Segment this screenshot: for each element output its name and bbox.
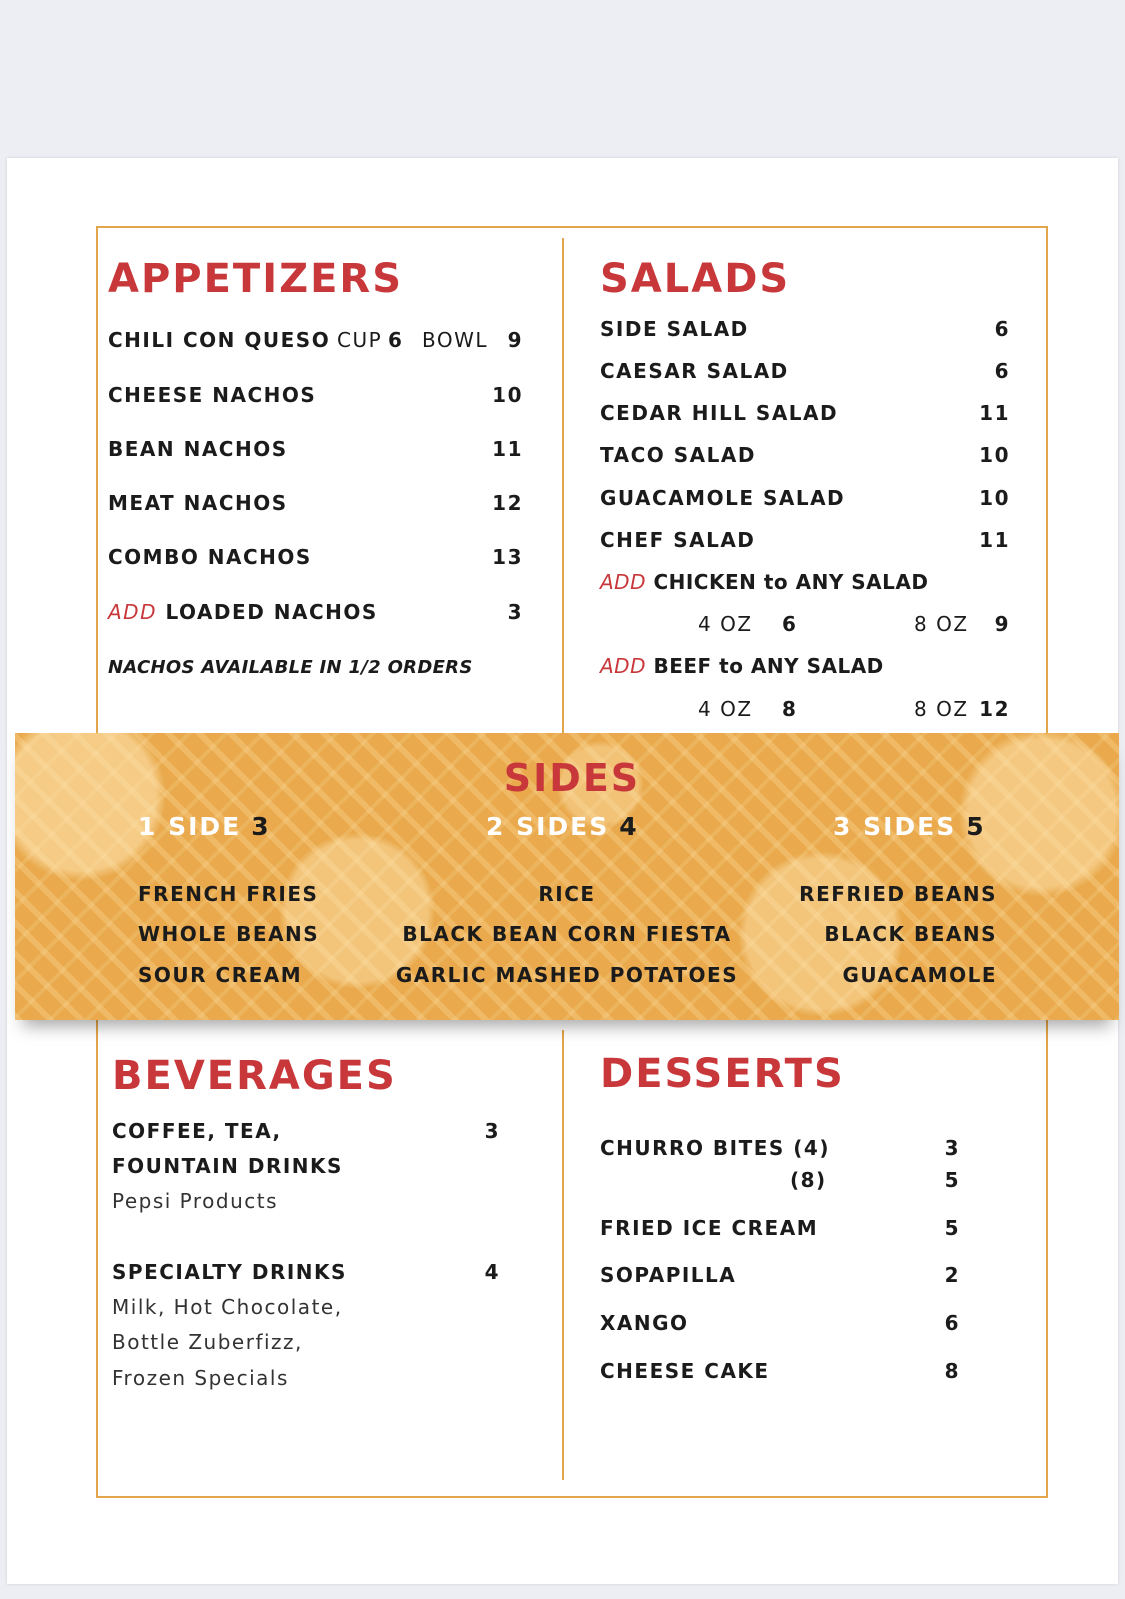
side-tier-price: 4 <box>619 812 639 841</box>
chicken-8oz-label: 8 OZ <box>914 612 969 636</box>
menu-item-name: XANGO <box>600 1311 689 1335</box>
menu-item-price: 11 <box>979 528 1010 552</box>
side-item: FRENCH FRIES <box>138 882 319 906</box>
side-tier-price: 5 <box>966 812 986 841</box>
loaded-nachos-price: 3 <box>507 600 523 624</box>
churro-price-8: 5 <box>944 1168 960 1192</box>
add-label: ADD <box>600 570 646 594</box>
coffee-price: 3 <box>484 1119 500 1143</box>
nachos-note: NACHOS AVAILABLE IN 1/2 ORDERS <box>108 657 473 678</box>
side-item: SOUR CREAM <box>138 963 303 987</box>
menu-item-price: 2 <box>944 1263 960 1287</box>
queso-bowl-label: BOWL <box>422 328 489 352</box>
menu-item-name: FRIED ICE CREAM <box>600 1216 819 1240</box>
menu-item-price: 6 <box>944 1311 960 1335</box>
menu-item-name: COMBO NACHOS <box>108 545 312 569</box>
add-chicken-text: CHICKEN to ANY SALAD <box>653 570 929 594</box>
divider-top <box>562 238 564 734</box>
coffee-line2: FOUNTAIN DRINKS <box>112 1154 343 1178</box>
menu-item-price: 11 <box>979 401 1010 425</box>
add-label: ADD <box>600 654 646 678</box>
beef-8oz-price: 12 <box>979 697 1010 721</box>
menu-item-price: 5 <box>944 1216 960 1240</box>
menu-item-name: TACO SALAD <box>600 443 756 467</box>
menu-item-name: CEDAR HILL SALAD <box>600 401 839 425</box>
side-item: RICE <box>538 882 596 906</box>
queso-cup-price: 6 <box>388 328 404 352</box>
side-tier-label: 2 SIDES <box>486 812 610 841</box>
menu-item-name: CHEESE CAKE <box>600 1359 770 1383</box>
menu-item-price: 12 <box>492 491 523 515</box>
add-beef-text: BEEF to ANY SALAD <box>653 654 884 678</box>
side-tier-1 <box>138 814 271 840</box>
beef-8oz-label: 8 OZ <box>914 697 969 721</box>
add-beef <box>600 655 884 677</box>
side-tier-price: 3 <box>251 812 271 841</box>
churro-alt: (8) <box>790 1168 827 1192</box>
beverages-title: BEVERAGES <box>112 1053 397 1099</box>
menu-item-name: CHEF SALAD <box>600 528 756 552</box>
menu-item-name: BEAN NACHOS <box>108 437 288 461</box>
chicken-4oz-price: 6 <box>782 612 798 636</box>
specialty-desc-2: Bottle Zuberfizz, <box>112 1330 303 1354</box>
menu-item-price: 6 <box>994 317 1010 341</box>
menu-item-name: SOPAPILLA <box>600 1263 737 1287</box>
side-item: REFRIED BEANS <box>799 882 997 906</box>
side-item: WHOLE BEANS <box>138 922 320 946</box>
beef-4oz-price: 8 <box>782 697 798 721</box>
queso-cup-label: CUP <box>337 328 383 352</box>
queso-bowl-price: 9 <box>507 328 523 352</box>
side-item: BLACK BEAN CORN FIESTA <box>402 922 732 946</box>
churro-price-4: 3 <box>944 1136 960 1160</box>
add-chicken <box>600 571 928 593</box>
menu-item-price: 6 <box>994 359 1010 383</box>
side-item: GARLIC MASHED POTATOES <box>395 963 739 987</box>
chicken-4oz-label: 4 OZ <box>698 612 753 636</box>
loaded-nachos <box>108 601 378 623</box>
chicken-8oz-price: 9 <box>994 612 1010 636</box>
add-label: ADD <box>108 600 157 624</box>
divider-bottom <box>562 1030 564 1480</box>
menu-item-name: SIDE SALAD <box>600 317 749 341</box>
side-item: BLACK BEANS <box>824 922 997 946</box>
menu-item-price: 10 <box>979 443 1010 467</box>
salads-title: SALADS <box>600 256 791 302</box>
menu-item-price: 11 <box>492 437 523 461</box>
menu-item-name: CAESAR SALAD <box>600 359 789 383</box>
side-item: GUACAMOLE <box>842 963 997 987</box>
side-tier-2 <box>486 814 639 840</box>
desserts-title: DESSERTS <box>600 1051 845 1097</box>
loaded-nachos-name: LOADED NACHOS <box>165 600 378 624</box>
coffee-desc: Pepsi Products <box>112 1189 279 1213</box>
specialty-desc-1: Milk, Hot Chocolate, <box>112 1295 343 1319</box>
side-tier-label: 1 SIDE <box>138 812 242 841</box>
side-tier-3 <box>833 814 986 840</box>
queso-name: CHILI CON QUESO <box>108 328 331 352</box>
menu-item-name: MEAT NACHOS <box>108 491 288 515</box>
churro-name: CHURRO BITES (4) <box>600 1136 830 1160</box>
appetizers-title: APPETIZERS <box>108 256 404 302</box>
beef-4oz-label: 4 OZ <box>698 697 753 721</box>
sides-title: SIDES <box>503 756 641 800</box>
side-tier-label: 3 SIDES <box>833 812 957 841</box>
menu-item-name: GUACAMOLE SALAD <box>600 486 846 510</box>
menu-item-price: 10 <box>979 486 1010 510</box>
coffee-line1: COFFEE, TEA, <box>112 1119 282 1143</box>
menu-item-price: 10 <box>492 383 523 407</box>
specialty-price: 4 <box>484 1260 500 1284</box>
menu-item-price: 13 <box>492 545 523 569</box>
specialty-name: SPECIALTY DRINKS <box>112 1260 347 1284</box>
specialty-desc-3: Frozen Specials <box>112 1366 289 1390</box>
menu-item-price: 8 <box>944 1359 960 1383</box>
menu-item-name: CHEESE NACHOS <box>108 383 317 407</box>
